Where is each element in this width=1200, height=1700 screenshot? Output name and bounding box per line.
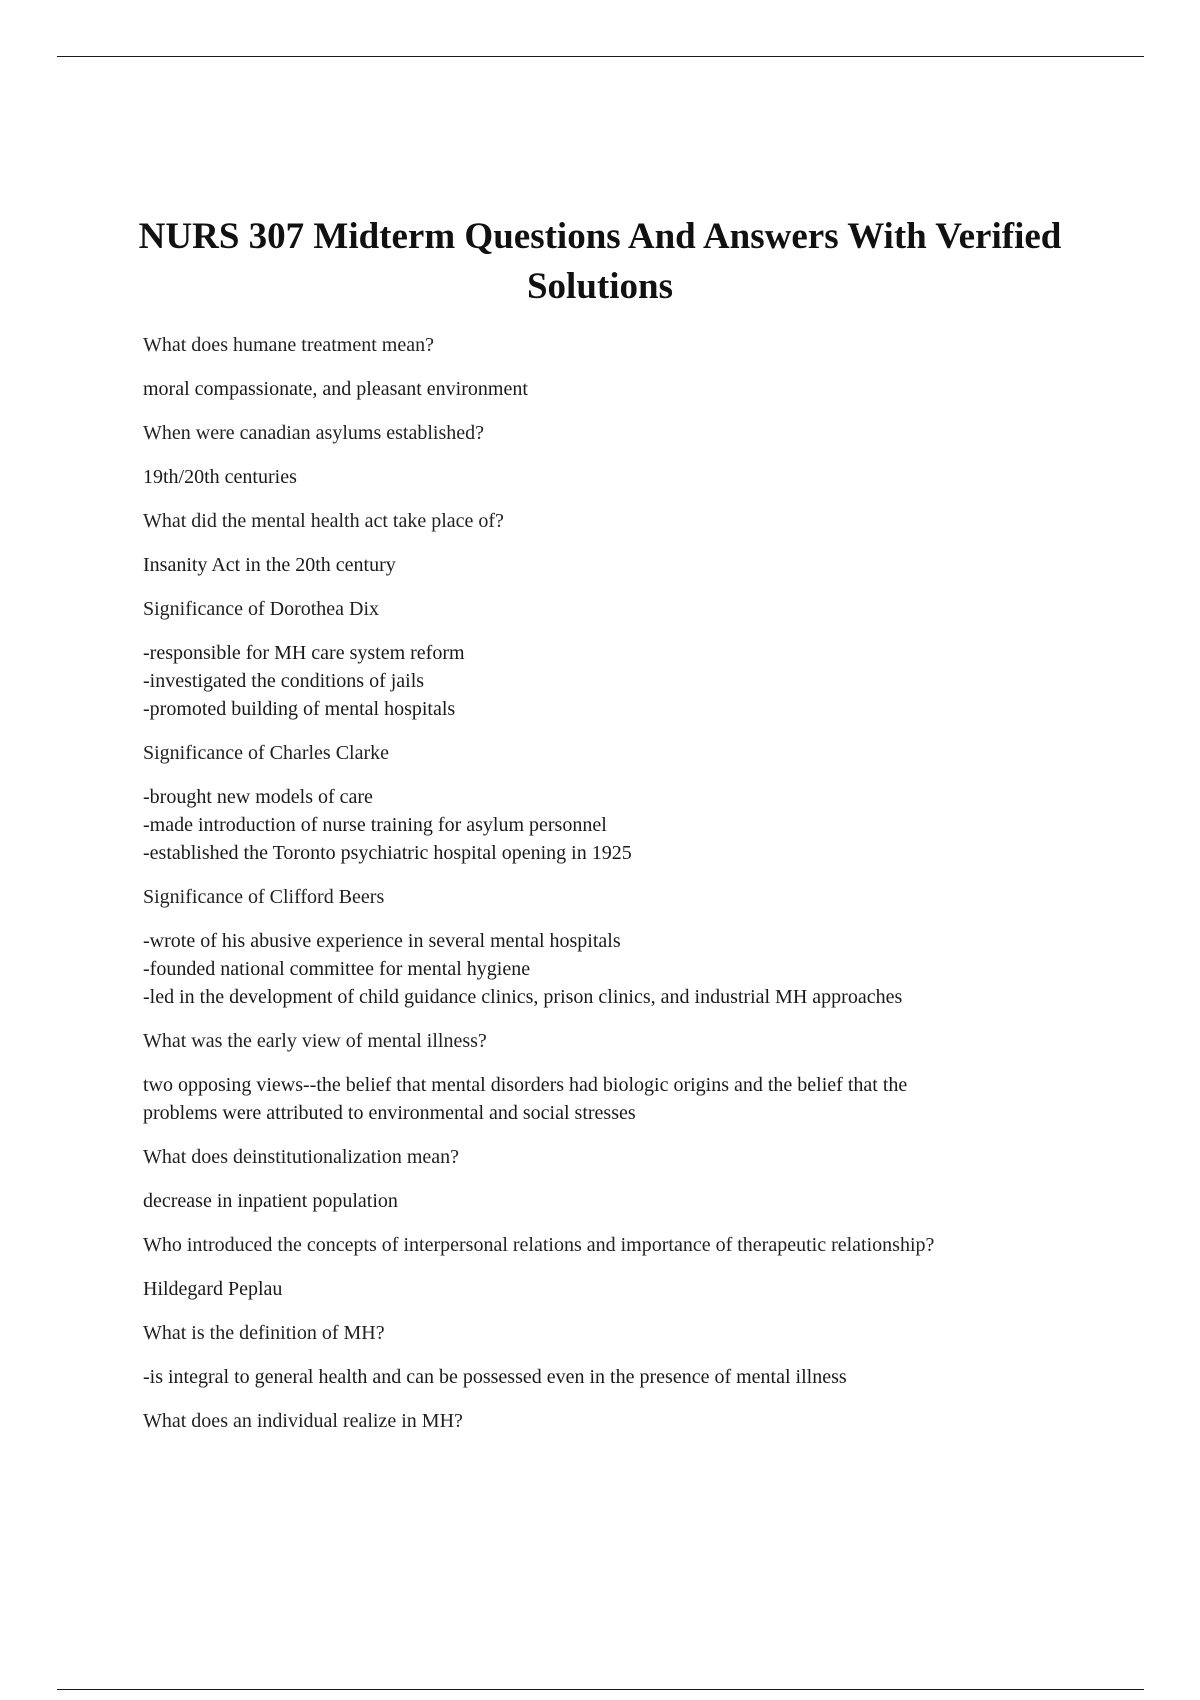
question-text: What does humane treatment mean? (143, 334, 434, 356)
question-text: What was the early view of mental illness? (143, 1030, 487, 1052)
answer-text: -wrote of his abusive experience in several mental hospitals -founded national committee for mental hygiene -led in the development of child guidance clinics, prison clinics, and industrial MH approaches (143, 930, 903, 1008)
question-text: Significance of Clifford Beers (143, 886, 385, 908)
answer-text: decrease in inpatient population (143, 1190, 398, 1212)
answer-text: Hildegard Peplau (143, 1278, 283, 1300)
answer-text: two opposing views--the belief that mental disorders had biologic origins and the belief that the problems were attributed to environmental and social stresses (143, 1074, 908, 1124)
answer-text: -is integral to general health and can be possessed even in the presence of mental illness (143, 1366, 847, 1388)
question-text: When were canadian asylums established? (143, 422, 484, 444)
answer-text: -brought new models of care -made introduction of nurse training for asylum personnel -established the Toronto psychiatric hospital opening in 1925 (143, 786, 632, 864)
answer-text: Insanity Act in the 20th century (143, 554, 396, 576)
question-text: What does deinstitutionalization mean? (143, 1146, 460, 1168)
question-text: What did the mental health act take place of? (143, 510, 504, 532)
qa-list (143, 331, 1143, 1451)
question-text: What does an individual realize in MH? (143, 1410, 463, 1432)
top-rule (57, 56, 1144, 57)
question-text: What is the definition of MH? (143, 1322, 385, 1344)
question-text: Significance of Dorothea Dix (143, 598, 380, 620)
bottom-rule (57, 1689, 1144, 1690)
answer-text: moral compassionate, and pleasant environment (143, 378, 528, 400)
question-text: Significance of Charles Clarke (143, 742, 390, 764)
answer-text: -responsible for MH care system reform -investigated the conditions of jails -promoted building of mental hospitals (143, 642, 465, 720)
answer-text: 19th/20th centuries (143, 466, 297, 488)
document-title: NURS 307 Midterm Questions And Answers With Verified Solutions (138, 216, 1062, 307)
question-text: Who introduced the concepts of interpersonal relations and importance of therapeutic relationship? (143, 1234, 935, 1256)
